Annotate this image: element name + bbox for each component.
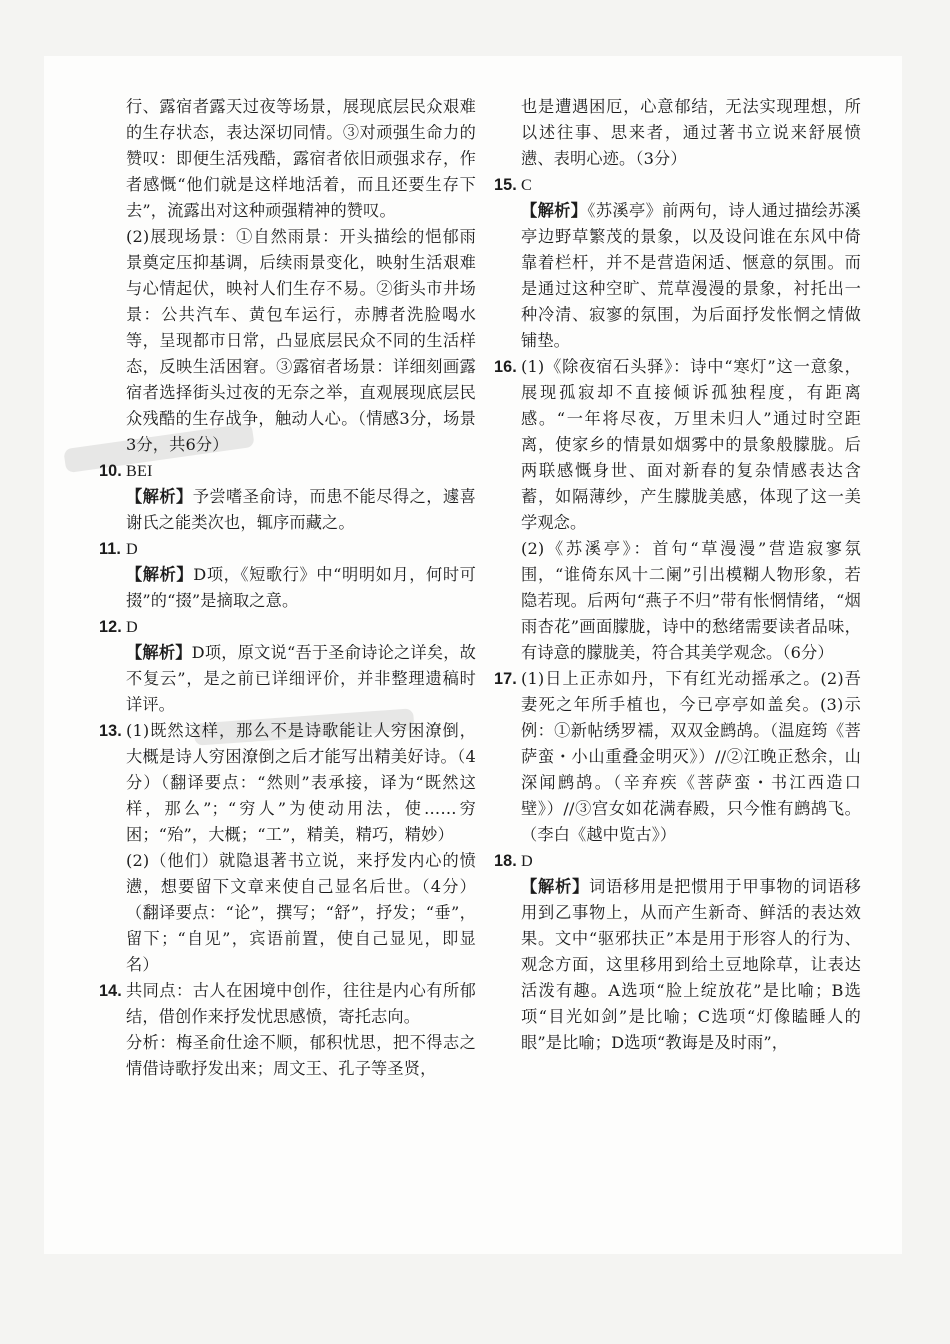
question-12 (99, 614, 476, 718)
question-number: 16. (494, 358, 517, 376)
answer-14-common-point: 共同点：古人在困境中创作，往往是内心有所郁结，借创作来抒发忧思感愤，寄托志向。 (126, 981, 476, 1026)
answer-choice: D (126, 540, 138, 558)
continued-answer-9: 行、露宿者露天过夜等场景，展现底层民众艰难的生存状态，表达深切同情。③对顽强生命力的赞叹：即便生活残酷，露宿者依旧顽强求存，作者感慨“他们就是这样地活着，而且还要生存下去”，流露出对这种顽强精神的赞叹。 (126, 97, 476, 220)
answer-choice: D (126, 618, 138, 636)
question-number: 18. (494, 852, 517, 870)
analysis-text: D项，《短歌行》中“明明如月，何时可掇”的“掇”是摘取之意。 (126, 565, 476, 610)
analysis-label: 【解析】 (126, 565, 194, 584)
question-number: 14. (99, 982, 122, 1000)
analysis-text: 《苏溪亭》前两句，诗人通过描绘苏溪亭边野草繁茂的景象，以及设问谁在东风中倚靠着栏杆，并不是营造闲适、惬意的氛围。而是通过这种空旷、荒草漫漫的景象，衬托出一种冷清、寂寥的氛围，为后面抒发怅惘之情做铺垫。 (521, 201, 861, 350)
answer-sheet-page (44, 56, 902, 1254)
analysis-label: 【解析】 (521, 877, 590, 896)
answer-14-analysis: 分析：梅圣俞仕途不顺，郁积忧思，把不得志之情借诗歌抒发出来；周文王、孔子等圣贤， (126, 1033, 476, 1078)
question-14 (99, 978, 476, 1082)
question-10 (99, 458, 476, 536)
question-17 (494, 666, 862, 848)
answer-16-part-1: (1)《除夜宿石头驿》：诗中“寒灯”这一意象，展现孤寂却不直接倾诉孤独程度，有距离感。“一年将尽夜，万里未归人”通过时空距离，使家乡的情景如烟雾中的景象般朦胧。后两联感慨身世、面对新春的复杂情感表达含蓄，如隔薄纱，产生朦胧美感，体现了这一美学观念。 (521, 357, 861, 532)
answer-17-text: (1)日上正赤如丹，下有红光动摇承之。(2)吾妻死之年所手植也，今已亭亭如盖矣。(3)示例：①新帖绣罗襦，双双金鹧鸪。（温庭筠《菩萨蛮・小山重叠金明灭》）//②江晚正愁余，山深闻鹧鸪。（辛弃疾《菩萨蛮・书江西造口壁》）//③宫女如花满春殿，只今惟有鹧鸪飞。（李白《越中览古》） (521, 669, 862, 844)
question-number: 11. (99, 540, 122, 558)
analysis-label: 【解析】 (126, 643, 192, 662)
answer-choice: D (521, 852, 533, 870)
analysis-text: 予尝嗜圣俞诗，而患不能尽得之，遽喜谢氏之能类次也，辄序而藏之。 (126, 487, 476, 532)
answer-choice: BEI (126, 462, 153, 480)
answer-choice: C (521, 176, 532, 194)
analysis-label: 【解析】 (521, 201, 588, 220)
left-column (99, 94, 476, 1082)
analysis-text: D项，原文说“吾于圣俞诗论之详矣，故不复云”，是之前已详细评价，并非整理遗稿时详评。 (126, 643, 476, 714)
question-13 (99, 718, 476, 978)
answer-16-part-2: (2)《苏溪亭》：首句“草漫漫”营造寂寥氛围，“谁倚东风十二阑”引出模糊人物形象，若隐若现。后两句“燕子不归”带有怅惘情绪，“烟雨杏花”画面朦胧，诗中的愁绪需要读者品味，有诗意的朦胧美，符合其美学观念。（6分） (521, 539, 861, 662)
question-15 (494, 172, 861, 354)
question-18 (494, 848, 861, 1056)
continued-answer-14: 也是遭遇困厄，心意郁结，无法实现理想，所以述往事、思来者，通过著书立说来舒展愤懑、表明心迹。（3分） (521, 97, 861, 168)
answer-13-part-2: (2)（他们）就隐退著书立说，来抒发内心的愤懑，想要留下文章来使自己显名后世。（4分）（翻译要点：“论”，撰写；“舒”，抒发；“垂”，留下；“自见”，宾语前置，使自己显见，即显名） (126, 851, 476, 974)
analysis-label: 【解析】 (126, 487, 193, 506)
question-11 (99, 536, 476, 614)
question-number: 13. (99, 722, 122, 740)
question-number: 15. (494, 176, 517, 194)
answer-13-part-1: (1)既然这样，那么不是诗歌能让人穷困潦倒，大概是诗人穷困潦倒之后才能写出精美好诗。（4分）（翻译要点：“然则”表承接，译为“既然这样，那么”；“穷人”为使动用法，使……穷困；“殆”，大概；“工”，精美，精巧，精妙） (126, 721, 476, 844)
analysis-text: 词语移用是把惯用于甲事物的词语移用到乙事物上，从而产生新奇、鲜活的表达效果。文中“驱邪扶正”本是用于形容人的行为、观念方面，这里移用到给土豆地除草，让表达活泼有趣。A选项“脸上绽放花”是比喻；B选项“目光如剑”是比喻；C选项“灯像瞌睡人的眼”是比喻；D选项“教诲是及时雨”， (521, 877, 861, 1052)
answer-9-part-2: (2)展现场景：①自然雨景：开头描绘的悒郁雨景奠定压抑基调，后续雨景变化，映射生活艰难与心情起伏，映衬人们生存不易。②街头市井场景：公共汽车、黄包车运行，赤膊者洗脸喝水等，呈现都市日常，凸显底层民众不同的生活样态，反映生活困窘。③露宿者场景：详细刻画露宿者选择街头过夜的无奈之举，直观展现底层民众残酷的生存战争，触动人心。（情感3分，场景3分，共6分） (126, 227, 476, 454)
question-16 (494, 354, 861, 666)
right-column (494, 94, 862, 1056)
question-number: 10. (99, 462, 122, 480)
question-number: 17. (494, 670, 517, 688)
question-number: 12. (99, 618, 122, 636)
